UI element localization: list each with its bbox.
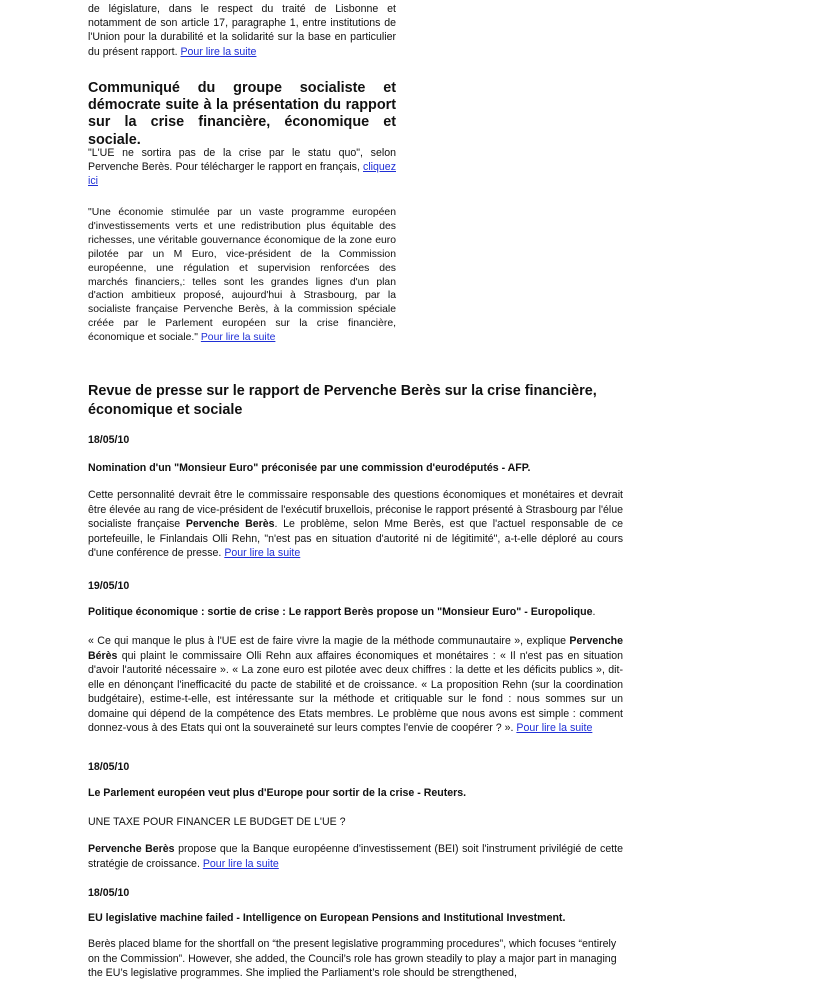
article-date: 18/05/10 xyxy=(88,761,130,773)
author-name: Pervenche Berès xyxy=(88,843,175,855)
read-more-link[interactable]: Pour lire la suite xyxy=(180,45,257,58)
article-date: 19/05/10 xyxy=(88,580,130,592)
communique-quote-paragraph xyxy=(88,146,396,189)
read-more-link[interactable]: Pour lire la suite xyxy=(224,547,301,559)
article-title: Nomination d'un "Monsieur Euro" préconisée par une commission d'eurodéputés - AFP. xyxy=(88,462,531,474)
intro-text: de législature, dans le respect du traité de Lisbonne et notamment de son article 17, paragraphe 1, entre institutions de l'Union pour la durabilité et la solidarité sur la base en particulier du présent rapport. xyxy=(88,3,396,58)
article-text: propose que la Banque européenne d'investissement (BEI) soit l'instrument privilégié de cette stratégie de croissance. xyxy=(88,843,623,870)
author-name: Pervenche Berès xyxy=(185,518,275,530)
article-body xyxy=(88,634,623,736)
article-body: Berès placed blame for the shortfall on “the present legislative programming procedures”, which focuses “entirely on the Commission”. However, she added, the Council’s role has grown steadily to play a major part in managing the EU’s legislative programmes. She implied the Parliament’s role should be strengthened, xyxy=(88,938,617,979)
read-more-link[interactable]: Pour lire la suite xyxy=(516,722,593,734)
article-title: Le Parlement européen veut plus d'Europe pour sortir de la crise - Reuters. xyxy=(88,787,467,799)
quote-text: "L'UE ne sortira pas de la crise par le statu quo", selon Pervenche Berès. xyxy=(88,147,396,174)
article-title-end: . xyxy=(592,606,596,618)
communique-body-paragraph xyxy=(88,206,396,345)
article-body xyxy=(88,842,623,871)
intro-paragraph xyxy=(88,2,396,59)
article-title: EU legislative machine failed - Intelligence on European Pensions and Institutional Investment. xyxy=(88,912,566,924)
click-here-link[interactable]: cliquez ici xyxy=(88,161,396,188)
author-name: Pervenche Bérès xyxy=(88,635,623,662)
article-date: 18/05/10 xyxy=(88,887,130,899)
download-text: Pour télécharger le rapport en français, xyxy=(172,161,360,174)
article-title-text: Politique économique : sortie de crise : Le rapport Berès propose un "Monsieur Euro" - Europolique xyxy=(88,606,593,618)
article-date: 18/05/10 xyxy=(88,434,130,446)
read-more-link[interactable]: Pour lire la suite xyxy=(200,332,276,344)
read-more-link[interactable]: Pour lire la suite xyxy=(202,857,279,870)
press-review-heading: Revue de presse sur le rapport de Pervenche Berès sur la crise financière, économique et sociale xyxy=(88,383,597,418)
body-text: "Une économie stimulée par un vaste programme européen d'investissements verts et une redistribution plus équitable des richesses, une véritable gouvernance économique de la zone euro pilotée par un M Euro, vice-président de la Commission européenne, une régulation et supervision renforcées des marchés financiers,: telles sont les grandes lignes d'un plan d'action ambitieux proposé, aujourd'hui à Strasbourg, par la socialiste française Pervenche Berès, à la commission spéciale créée par le Parlement européen sur la crise financière, économique et sociale." xyxy=(88,207,396,344)
article-title xyxy=(88,606,623,618)
communique-heading: Communiqué du groupe socialiste et démocrate suite à la présentation du rapport sur la crise financière, économique et sociale. xyxy=(88,80,396,148)
article-text: qui plaint le commissaire Olli Rehn aux affaires économiques et monétaires : « Il n'est pas en situation d'avoir l'autorité nécessaire ». « La zone euro est pilotée avec deux chiffres : la dette et les déficits publics », dit-elle en dénonçant l'inefficacité du pacte de stabilité et de croissance. « La proposition Rehn (sur la coordination budgétaire), estime-t-elle, est intéressante sur la méthode et critiquable sur le fond : nous sommes sur un domaine qui dépend de la compétence des Etats membres. Le problème que nous avons est simple : comment donnez-vous à des Etats qui ont la souveraineté sur leurs comptes l'envie de coopérer ? ». xyxy=(88,649,623,734)
article-text: . Le problème, selon Mme Berès, est que l'actuel responsable de ce portefeuille, le Finlandais Olli Rehn, "n'est pas en situation d'autorité ni de légitimité", a-t-elle déploré au cours d'une conférence de presse. xyxy=(88,518,624,559)
article-caps-line: UNE TAXE POUR FINANCER LE BUDGET DE L'UE ? xyxy=(88,816,346,828)
article-text: « Ce qui manque le plus à l'UE est de faire vivre la magie de la méthode communautaire », explique xyxy=(88,635,570,647)
article-text: Cette personnalité devrait être le commissaire responsable des questions économiques et monétaires et devrait être élevée au rang de vice-président de l'exécutif bruxellois, préconise le rapport présenté à Strasbourg par l'élue socialiste française xyxy=(88,489,623,530)
article-body xyxy=(88,488,623,561)
